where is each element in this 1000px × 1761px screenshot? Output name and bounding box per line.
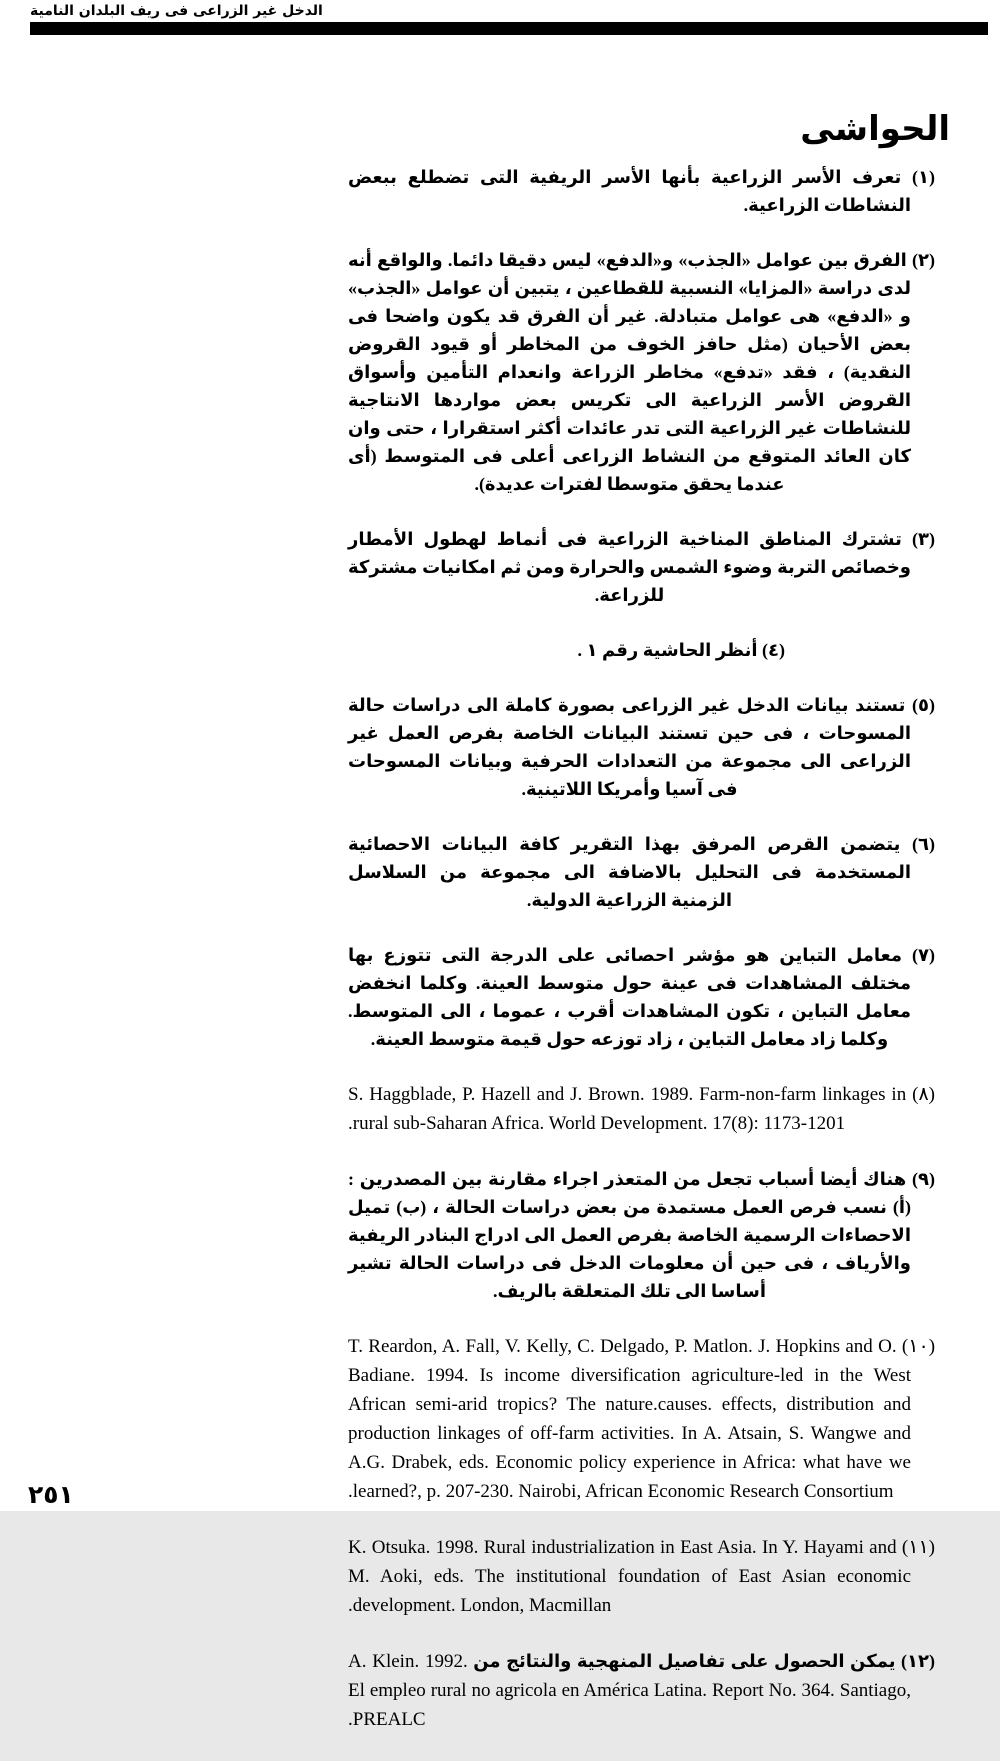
footnote-3: (٣) تشترك المناطق المناخية الزراعية فى أنماط لهطول الأمطار وخصائص التربة وضوء الشمس والحرارة ومن ثم امكانيات مشتركة للزراعة. xyxy=(348,529,935,605)
footnote-10: (١٠) T. Reardon, A. Fall, V. Kelly, C. Delgado, P. Matlon. J. Hopkins and O. Badiane. 1994. Is income diversification agriculture-led in the West African semi-arid tropics? The nature.causes. effects, distribution and production linkages of off-farm activities. In A. Atsain, S. Wangwe and A.G. Drabek, eds. Economic policy experience in Africa: what have we learned?, p. 207-230. Nairobi, African Economic Research Consortium. xyxy=(348,1336,936,1502)
footnote-1: (١) تعرف الأسر الزراعية بأنها الأسر الريفية التى تضطلع ببعض النشاطات الزراعية. xyxy=(348,167,935,215)
running-header: الدخل غير الزراعى فى ريف البلدان النامية xyxy=(30,3,323,19)
footnote-4: (٤) أنظر الحاشية رقم ١ . xyxy=(577,640,785,660)
footnote-7: (٧) معامل التباين هو مؤشر احصائى على الدرجة التى تتوزع بها مختلف المشاهدات فى عينة حول متوسط العينة. وكلما انخفض معامل التباين ، تكون المشاهدات أقرب ، عموما ، الى المتوسط. وكلما زاد معامل التباين ، زاد توزعه حول قيمة متوسط العينة. xyxy=(348,945,935,1049)
footnote-5: (٥) تستند بيانات الدخل غير الزراعى بصورة كاملة الى دراسات حالة المسوحات ، فى حين تستند البيانات الخاصة بفرص العمل غير الزراعى الى مجموعة من التعدادات الحرفية وبيانات المسوحات فى آسيا وأمريكا اللاتينية. xyxy=(348,695,935,799)
page-number: ٢٥١ xyxy=(28,1480,74,1509)
footnote-12-latin-part: A. Klein. 1992. El empleo rural no agricola en América Latina. Report No. 364. Santiago, PREALC. xyxy=(348,1651,911,1730)
footnote-12-arabic-part: (١٢) يمكن الحصول على تفاصيل المنهجية والنتائج من xyxy=(473,1651,936,1671)
footnote-9: (٩) هناك أيضا أسباب تجعل من المتعذر اجراء مقارنة بين المصدرين : (أ) نسب فرص العمل مستمدة من بعض دراسات الحالة ، (ب) تميل الاحصاءات الرسمية الخاصة بفرص العمل الى ادراج البنادر الريفية والأرياف ، فى حين أن معلومات الدخل فى دراسات الحالة تشير أساسا الى تلك المتعلقة بالريف. xyxy=(348,1169,935,1301)
footnote-12 xyxy=(348,1647,935,1734)
footnote-8: (٨) S. Haggblade, P. Hazell and J. Brown. 1989. Farm-non-farm linkages in rural sub-Saharan Africa. World Development. 17(8): 1173-1201. xyxy=(348,1084,935,1134)
header-rule xyxy=(30,22,988,35)
footnote-6: (٦) يتضمن القرص المرفق بهذا التقرير كافة البيانات الاحصائية المستخدمة فى التحليل بالاضافة الى مجموعة من السلاسل الزمنية الزراعية الدولية. xyxy=(348,834,935,910)
footnotes-list xyxy=(348,163,935,1761)
footnote-11: (١١) K. Otsuka. 1998. Rural industrialization in East Asia. In Y. Hayami and M. Aoki, eds. The institutional foundation of East Asian economic development. London, Macmillan. xyxy=(348,1537,935,1616)
footnote-2: (٢) الفرق بين عوامل «الجذب» و«الدفع» ليس دقيقا دائما. والواقع أنه لدى دراسة «المزايا» النسبية للقطاعين ، يتبين أن عوامل «الجذب» و «الدفع» هى عوامل متبادلة. غير أن الفرق قد يكون واضحا فى بعض الأحيان (مثل حافز الخوف من المخاطر أو قيود القروض النقدية) ، فقد «تدفع» مخاطر الزراعة وانعدام التأمين وأسواق القروض الأسر الزراعية الى تكريس بعض مواردها الانتاجية للنشاطات غير الزراعية التى تدر عائدات أكثر استقرارا ، حتى وان كان العائد المتوقع من النشاط الزراعى أعلى فى المتوسط (أى عندما يحقق متوسطا لفترات عديدة). xyxy=(348,250,935,494)
page-title: الحواشى xyxy=(800,108,950,149)
